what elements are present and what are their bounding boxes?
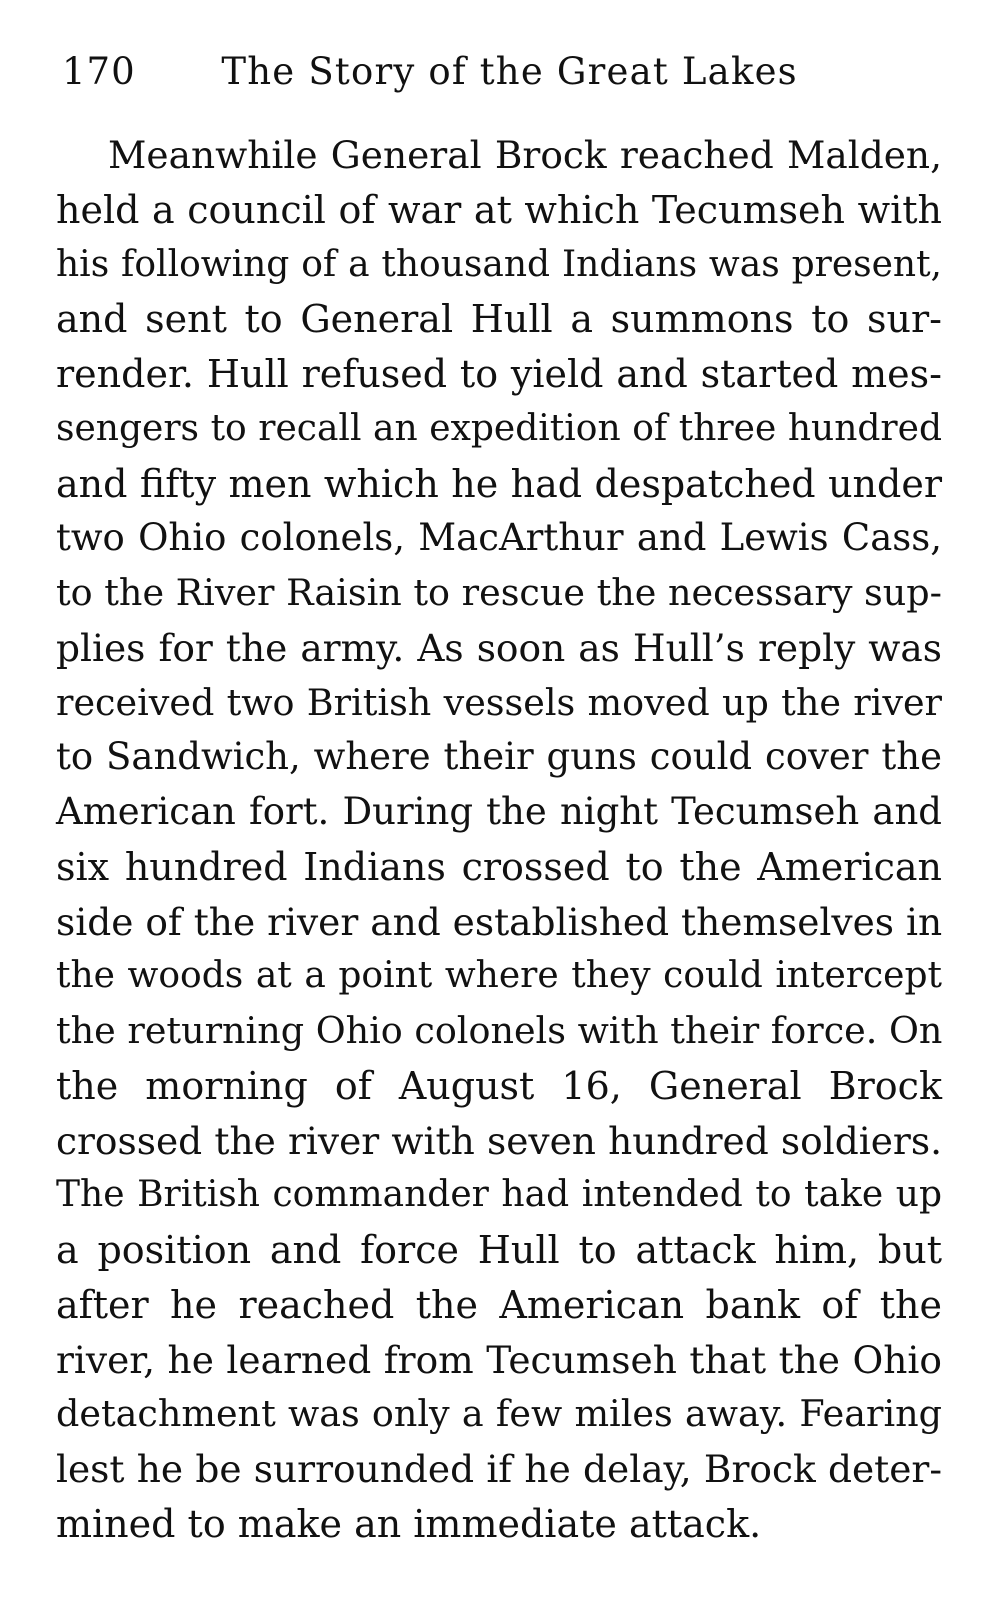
text-line: sengers to recall an expedition of three hundred bbox=[56, 407, 942, 449]
text-line: six hundred Indians crossed to the American bbox=[56, 844, 942, 889]
text-line: held a council of war at which Tecumseh with bbox=[56, 187, 942, 232]
book-title: The Story of the Great Lakes bbox=[221, 50, 798, 93]
text-line: a position and force Hull to attack him, but bbox=[56, 1228, 942, 1272]
text-line: lest he be surrounded if he delay, Brock deter- bbox=[56, 1447, 942, 1491]
text-line: detachment was only a few miles away. Fearing bbox=[56, 1392, 942, 1436]
page-number: 170 bbox=[62, 50, 136, 93]
text-line: and sent to General Hull a summons to sur- bbox=[56, 297, 942, 342]
text-line: the returning Ohio colonels with their force. On bbox=[56, 1009, 943, 1052]
text-line: crossed the river with seven hundred soldiers. bbox=[56, 1118, 942, 1163]
running-head bbox=[62, 44, 942, 100]
text-line: Meanwhile General Brock reached Malden, bbox=[108, 133, 942, 177]
text-line: render. Hull refused to yield and started mes- bbox=[56, 352, 942, 396]
text-line: after he reached the American bank of the bbox=[56, 1282, 942, 1327]
text-line: The British commander had intended to take up bbox=[56, 1174, 942, 1216]
text-line: plies for the army. As soon as Hull’s reply was bbox=[56, 625, 942, 670]
text-line: to the River Raisin to rescue the necessary sup- bbox=[56, 571, 942, 614]
text-line: side of the river and established themselves in bbox=[56, 899, 943, 944]
text-line: river, he learned from Tecumseh that the Ohio bbox=[56, 1337, 942, 1382]
text-line: the morning of August 16, General Brock bbox=[56, 1063, 942, 1108]
text-line: and fifty men which he had despatched under bbox=[56, 461, 942, 506]
text-line: American fort. During the night Tecumseh and bbox=[56, 790, 942, 833]
text-line: his following of a thousand Indians was present, bbox=[56, 243, 942, 285]
body-paragraph bbox=[56, 128, 942, 1552]
text-line: to Sandwich, where their guns could cover the bbox=[56, 735, 942, 779]
text-line: the woods at a point where they could intercept bbox=[56, 955, 942, 997]
text-line: received two British vessels moved up the river bbox=[56, 680, 942, 724]
text-line: two Ohio colonels, MacArthur and Lewis Cass, bbox=[56, 516, 942, 560]
text-line: mined to make an immediate attack. bbox=[56, 1501, 762, 1546]
